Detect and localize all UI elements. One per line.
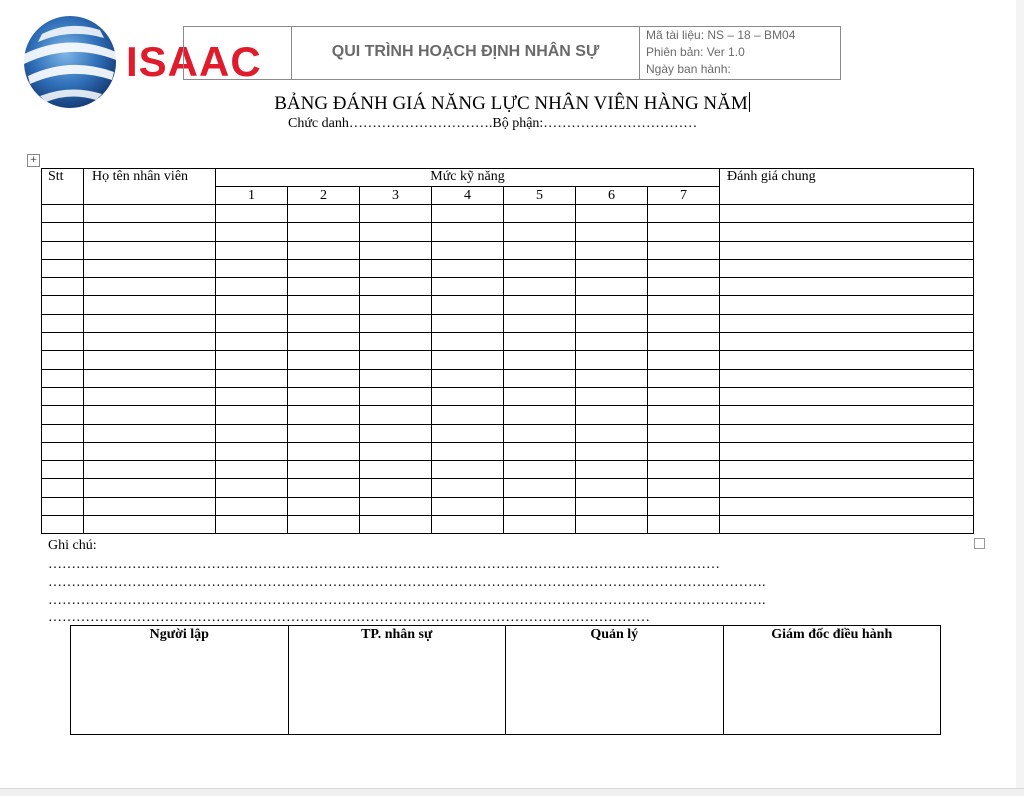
table-cell[interactable] xyxy=(216,369,288,387)
table-row xyxy=(42,497,974,515)
table-cell[interactable] xyxy=(84,461,216,479)
table-row xyxy=(42,369,974,387)
table-cell[interactable] xyxy=(648,424,720,442)
table-cell[interactable] xyxy=(648,351,720,369)
table-row xyxy=(42,278,974,296)
table-cell[interactable] xyxy=(288,497,360,515)
table-cell[interactable] xyxy=(576,314,648,332)
table-cell[interactable] xyxy=(42,241,84,259)
table-cell[interactable] xyxy=(42,497,84,515)
table-cell[interactable] xyxy=(648,516,720,534)
table-cell[interactable] xyxy=(216,241,288,259)
table-cell[interactable] xyxy=(504,223,576,241)
table-cell[interactable] xyxy=(504,442,576,460)
table-cell[interactable] xyxy=(84,278,216,296)
table-cell[interactable] xyxy=(432,241,504,259)
table-cell[interactable] xyxy=(216,461,288,479)
table-cell[interactable] xyxy=(648,205,720,223)
table-cell[interactable] xyxy=(42,442,84,460)
table-cell[interactable] xyxy=(42,461,84,479)
table-cell[interactable] xyxy=(216,387,288,405)
table-row xyxy=(42,351,974,369)
table-cell[interactable] xyxy=(576,351,648,369)
table-cell[interactable] xyxy=(42,296,84,314)
table-cell[interactable] xyxy=(216,314,288,332)
table-cell[interactable] xyxy=(576,241,648,259)
table-cell[interactable] xyxy=(216,223,288,241)
table-cell[interactable] xyxy=(288,424,360,442)
table-cell[interactable] xyxy=(360,278,432,296)
document-meta xyxy=(646,27,795,78)
table-cell[interactable] xyxy=(84,406,216,424)
table-cell[interactable] xyxy=(432,278,504,296)
doc-version: Phiên bản: Ver 1.0 xyxy=(646,45,745,59)
table-cell[interactable] xyxy=(42,387,84,405)
table-cell[interactable] xyxy=(720,296,974,314)
table-cell[interactable] xyxy=(84,223,216,241)
table-cell[interactable] xyxy=(360,406,432,424)
table-cell[interactable] xyxy=(576,333,648,351)
table-cell[interactable] xyxy=(216,424,288,442)
table-cell[interactable] xyxy=(648,333,720,351)
table-cell[interactable] xyxy=(720,461,974,479)
table-cell[interactable] xyxy=(576,516,648,534)
table-cell[interactable] xyxy=(216,442,288,460)
table-cell[interactable] xyxy=(84,314,216,332)
table-cell[interactable] xyxy=(84,387,216,405)
table-cell[interactable] xyxy=(84,351,216,369)
table-cell[interactable] xyxy=(648,223,720,241)
table-cell[interactable] xyxy=(720,497,974,515)
table-cell[interactable] xyxy=(360,461,432,479)
skill-level-header: 4 xyxy=(432,187,504,205)
table-cell[interactable] xyxy=(648,479,720,497)
table-row xyxy=(42,259,974,277)
table-cell[interactable] xyxy=(720,442,974,460)
table-cell[interactable] xyxy=(720,205,974,223)
table-cell[interactable] xyxy=(504,278,576,296)
skill-level-header: 5 xyxy=(504,187,576,205)
table-cell[interactable] xyxy=(288,351,360,369)
signature-preparer[interactable]: Người lập xyxy=(71,626,289,735)
table-row xyxy=(42,314,974,332)
table-cell[interactable] xyxy=(84,442,216,460)
table-cell[interactable] xyxy=(42,223,84,241)
notes-line[interactable]: ……………………………………………………………………………………………………………………………… xyxy=(48,557,720,572)
table-cell[interactable] xyxy=(648,387,720,405)
table-cell[interactable] xyxy=(360,442,432,460)
table-cell[interactable] xyxy=(648,461,720,479)
table-cell[interactable] xyxy=(720,406,974,424)
page-edge xyxy=(1016,0,1024,788)
table-cell[interactable] xyxy=(576,223,648,241)
table-cell[interactable] xyxy=(360,314,432,332)
table-cell[interactable] xyxy=(648,406,720,424)
table-cell[interactable] xyxy=(504,296,576,314)
table-cell[interactable] xyxy=(576,278,648,296)
table-cell[interactable] xyxy=(432,479,504,497)
table-cell[interactable] xyxy=(360,387,432,405)
table-cell[interactable] xyxy=(432,442,504,460)
table-cell[interactable] xyxy=(504,369,576,387)
table-cell[interactable] xyxy=(504,516,576,534)
table-cell[interactable] xyxy=(648,442,720,460)
table-cell[interactable] xyxy=(504,497,576,515)
table-cell[interactable] xyxy=(360,497,432,515)
table-cell[interactable] xyxy=(576,259,648,277)
signature-hr-head[interactable]: TP. nhân sự xyxy=(288,626,506,735)
table-cell[interactable] xyxy=(288,205,360,223)
table-cell[interactable] xyxy=(432,497,504,515)
table-cell[interactable] xyxy=(360,259,432,277)
table-cell[interactable] xyxy=(42,369,84,387)
table-cell[interactable] xyxy=(288,516,360,534)
table-cell[interactable] xyxy=(504,351,576,369)
table-cell[interactable] xyxy=(288,259,360,277)
table-cell[interactable] xyxy=(504,314,576,332)
table-cell[interactable] xyxy=(720,259,974,277)
table-cell[interactable] xyxy=(42,351,84,369)
table-cell[interactable] xyxy=(216,516,288,534)
table-cell[interactable] xyxy=(288,461,360,479)
table-cell[interactable] xyxy=(84,369,216,387)
table-cell[interactable] xyxy=(648,241,720,259)
table-cell[interactable] xyxy=(216,406,288,424)
table-row xyxy=(42,461,974,479)
table-cell[interactable] xyxy=(288,223,360,241)
signature-manager[interactable]: Quản lý xyxy=(506,626,724,735)
table-cell[interactable] xyxy=(288,479,360,497)
notes-label: Ghi chú: xyxy=(48,538,97,553)
table-cell[interactable] xyxy=(720,333,974,351)
table-cell[interactable] xyxy=(360,479,432,497)
table-cell[interactable] xyxy=(288,296,360,314)
table-cell[interactable] xyxy=(648,278,720,296)
table-cell[interactable] xyxy=(216,333,288,351)
table-cell[interactable] xyxy=(432,387,504,405)
table-cell[interactable] xyxy=(432,351,504,369)
form-title[interactable]: BẢNG ĐÁNH GIÁ NĂNG LỰC NHÂN VIÊN HÀNG NĂM xyxy=(274,93,748,114)
signature-ceo[interactable]: Giám đốc điều hành xyxy=(723,626,941,735)
table-cell[interactable] xyxy=(648,497,720,515)
table-cell[interactable] xyxy=(576,497,648,515)
table-cell[interactable] xyxy=(84,259,216,277)
position-department-line[interactable]: Chức danh………………………….Bộ phận:…………………………… xyxy=(288,116,698,131)
evaluation-table-body xyxy=(42,205,974,534)
table-cell[interactable] xyxy=(648,296,720,314)
table-cell[interactable] xyxy=(42,314,84,332)
table-row xyxy=(42,424,974,442)
table-cell[interactable] xyxy=(576,369,648,387)
table-cell[interactable] xyxy=(720,424,974,442)
table-cell[interactable] xyxy=(84,424,216,442)
table-cell[interactable] xyxy=(576,387,648,405)
doc-code: Mã tài liệu: NS – 18 – BM04 xyxy=(646,28,796,42)
table-cell[interactable] xyxy=(288,333,360,351)
table-cell[interactable] xyxy=(84,296,216,314)
table-row xyxy=(42,241,974,259)
table-cell[interactable] xyxy=(84,205,216,223)
table-cell[interactable] xyxy=(84,479,216,497)
skill-level-header: 7 xyxy=(648,187,720,205)
table-row xyxy=(42,205,974,223)
table-cell[interactable] xyxy=(576,442,648,460)
table-cell[interactable] xyxy=(720,387,974,405)
table-cell[interactable] xyxy=(360,205,432,223)
table-cell[interactable] xyxy=(648,369,720,387)
table-cell[interactable] xyxy=(720,516,974,534)
table-cell[interactable] xyxy=(504,461,576,479)
table-cell[interactable] xyxy=(504,479,576,497)
table-cell[interactable] xyxy=(288,387,360,405)
table-cell[interactable] xyxy=(720,479,974,497)
table-cell[interactable] xyxy=(360,296,432,314)
table-cell[interactable] xyxy=(216,479,288,497)
table-cell[interactable] xyxy=(720,314,974,332)
table-cell[interactable] xyxy=(504,424,576,442)
table-cell[interactable] xyxy=(84,497,216,515)
table-cell[interactable] xyxy=(576,479,648,497)
table-cell[interactable] xyxy=(720,278,974,296)
table-cell[interactable] xyxy=(84,241,216,259)
table-cell[interactable] xyxy=(42,424,84,442)
table-cell[interactable] xyxy=(432,296,504,314)
issue-date: Ngày ban hành: xyxy=(646,62,731,76)
table-cell[interactable] xyxy=(576,461,648,479)
notes-line[interactable]: ………………………………………………………………………………………………………………………………………. xyxy=(48,593,766,608)
header-skill-level: Mức kỹ năng xyxy=(216,169,720,187)
table-cell[interactable] xyxy=(576,296,648,314)
table-cell[interactable] xyxy=(432,516,504,534)
table-cell[interactable] xyxy=(432,461,504,479)
table-cell[interactable] xyxy=(720,241,974,259)
move-icon[interactable]: + xyxy=(27,154,40,167)
table-cell[interactable] xyxy=(360,223,432,241)
table-cell[interactable] xyxy=(216,497,288,515)
table-cell[interactable] xyxy=(432,223,504,241)
table-cell[interactable] xyxy=(84,333,216,351)
table-cell[interactable] xyxy=(432,406,504,424)
table-cell[interactable] xyxy=(360,333,432,351)
table-cell[interactable] xyxy=(576,205,648,223)
notes-line[interactable]: ………………………………………………………………………………………………………………… xyxy=(48,610,650,625)
resize-icon[interactable] xyxy=(974,538,985,549)
table-cell[interactable] xyxy=(42,406,84,424)
table-cell[interactable] xyxy=(360,351,432,369)
table-cell[interactable] xyxy=(288,442,360,460)
table-cell[interactable] xyxy=(432,333,504,351)
table-cell[interactable] xyxy=(288,369,360,387)
table-cell[interactable] xyxy=(216,278,288,296)
skill-level-header: 1 xyxy=(216,187,288,205)
table-cell[interactable] xyxy=(504,406,576,424)
table-row xyxy=(42,296,974,314)
form-title-wrap[interactable] xyxy=(0,92,1024,115)
table-cell[interactable] xyxy=(288,314,360,332)
table-cell[interactable] xyxy=(42,259,84,277)
skill-level-header: 3 xyxy=(360,187,432,205)
table-cell[interactable] xyxy=(216,205,288,223)
table-cell[interactable] xyxy=(432,369,504,387)
table-cell[interactable] xyxy=(432,424,504,442)
table-cell[interactable] xyxy=(42,278,84,296)
table-row xyxy=(42,406,974,424)
table-cell[interactable] xyxy=(432,314,504,332)
table-cell[interactable] xyxy=(288,406,360,424)
header-employee-name: Họ tên nhân viên xyxy=(84,169,216,205)
table-cell[interactable] xyxy=(432,205,504,223)
header-stt: Stt xyxy=(42,169,84,205)
brand-name: ISAAC xyxy=(126,38,262,85)
header-divider xyxy=(639,26,640,80)
table-cell[interactable] xyxy=(648,259,720,277)
table-row xyxy=(42,442,974,460)
table-cell[interactable] xyxy=(216,296,288,314)
table-cell[interactable] xyxy=(720,223,974,241)
signature-table xyxy=(70,625,941,735)
table-cell[interactable] xyxy=(42,479,84,497)
table-cell[interactable] xyxy=(216,259,288,277)
table-cell[interactable] xyxy=(288,241,360,259)
table-row xyxy=(42,333,974,351)
table-cell[interactable] xyxy=(216,351,288,369)
table-cell[interactable] xyxy=(360,369,432,387)
table-cell[interactable] xyxy=(42,333,84,351)
table-cell[interactable] xyxy=(432,259,504,277)
table-row xyxy=(42,387,974,405)
table-cell[interactable] xyxy=(576,406,648,424)
table-cell[interactable] xyxy=(360,241,432,259)
skill-level-header: 2 xyxy=(288,187,360,205)
table-cell[interactable] xyxy=(84,516,216,534)
table-cell[interactable] xyxy=(504,259,576,277)
table-cell[interactable] xyxy=(720,351,974,369)
table-cell[interactable] xyxy=(42,205,84,223)
table-row xyxy=(42,479,974,497)
notes-line[interactable]: ………………………………………………………………………………………………………………………………………. xyxy=(48,575,766,590)
table-cell[interactable] xyxy=(504,387,576,405)
table-cell[interactable] xyxy=(576,424,648,442)
table-cell[interactable] xyxy=(504,205,576,223)
table-cell[interactable] xyxy=(648,314,720,332)
table-cell[interactable] xyxy=(42,516,84,534)
table-cell[interactable] xyxy=(288,278,360,296)
header-overall-rating: Đánh giá chung xyxy=(720,169,974,205)
table-cell[interactable] xyxy=(360,424,432,442)
text-cursor xyxy=(749,92,750,112)
table-row xyxy=(42,223,974,241)
evaluation-table xyxy=(41,168,974,534)
process-title: QUI TRÌNH HOẠCH ĐỊNH NHÂN SỰ xyxy=(331,43,600,60)
table-cell[interactable] xyxy=(360,516,432,534)
table-cell[interactable] xyxy=(504,333,576,351)
table-cell[interactable] xyxy=(504,241,576,259)
skill-level-header: 6 xyxy=(576,187,648,205)
table-row xyxy=(42,516,974,534)
table-cell[interactable] xyxy=(720,369,974,387)
